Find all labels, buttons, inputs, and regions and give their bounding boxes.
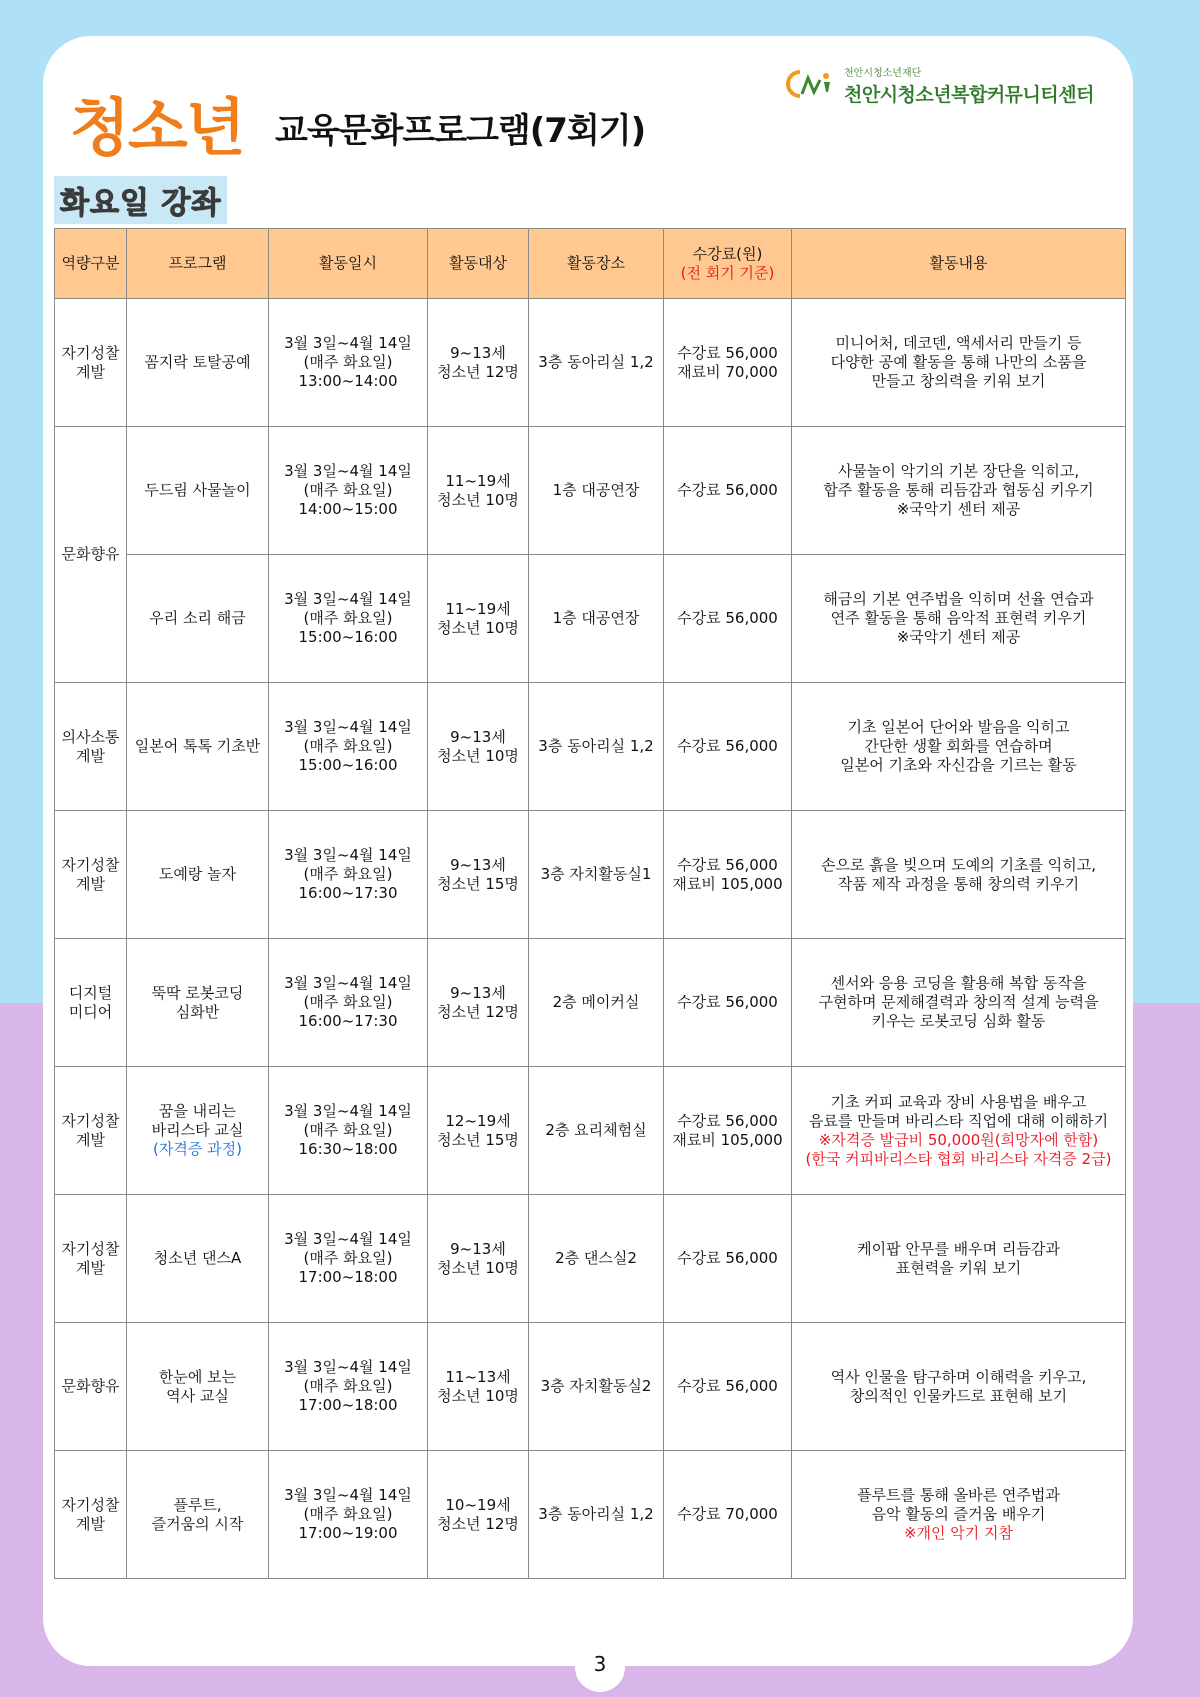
fee-cell bbox=[664, 555, 792, 683]
place-cell-line: 3층 자치활동실1 bbox=[540, 865, 652, 883]
fee-cell-line: 수강료 56,000 bbox=[677, 1111, 778, 1130]
program-cell-line: 꿈을 내리는 bbox=[158, 1102, 237, 1120]
content-cell-line: 음악 활동의 즐거움 배우기 bbox=[871, 1505, 1046, 1523]
program-cell bbox=[127, 1451, 269, 1579]
place-cell bbox=[529, 683, 664, 811]
place-cell bbox=[529, 555, 664, 683]
content-cell-line: ※국악기 센터 제공 bbox=[896, 628, 1021, 646]
target-cell-line: 청소년 12명 bbox=[437, 1002, 519, 1021]
title-main: 청소년 bbox=[70, 91, 244, 164]
content-cell bbox=[792, 1451, 1126, 1579]
area-cell bbox=[55, 1451, 127, 1579]
target-cell-line: 9~13세 bbox=[450, 983, 506, 1002]
content-cell-line: 손으로 흙을 빚으며 도예의 기초를 익히고, bbox=[821, 855, 1096, 874]
program-cell-line: 도예랑 놀자 bbox=[158, 865, 237, 883]
content-cell-line: 연주 활동을 통해 음악적 표현력 키우기 bbox=[830, 609, 1087, 627]
target-cell-line: 청소년 15명 bbox=[437, 1130, 519, 1149]
fee-cell bbox=[664, 683, 792, 811]
datetime-cell bbox=[269, 1323, 428, 1451]
area-cell-line: 자기성찰 bbox=[61, 1239, 120, 1258]
table-row bbox=[55, 555, 1126, 683]
datetime-cell-line: 13:00~14:00 bbox=[298, 372, 398, 390]
target-cell-line: 9~13세 bbox=[450, 727, 506, 746]
content-cell-line: 역사 인물을 탐구하며 이해력을 키우고, bbox=[830, 1367, 1087, 1386]
table-row bbox=[55, 1323, 1126, 1451]
area-cell bbox=[55, 299, 127, 427]
datetime-cell-line: 3월 3일~4월 14일 bbox=[284, 1230, 412, 1248]
program-cell bbox=[127, 683, 269, 811]
program-cell-line: 일본어 톡톡 기초반 bbox=[134, 737, 261, 755]
datetime-cell-line: 3월 3일~4월 14일 bbox=[284, 334, 412, 352]
target-cell-line: 청소년 15명 bbox=[437, 874, 519, 893]
datetime-cell-line: 3월 3일~4월 14일 bbox=[284, 1102, 412, 1120]
content-cell bbox=[792, 1195, 1126, 1323]
datetime-cell-line: 16:30~18:00 bbox=[298, 1140, 398, 1158]
place-cell-line: 2층 요리체험실 bbox=[545, 1121, 647, 1139]
fee-cell bbox=[664, 811, 792, 939]
target-cell-line: 12~19세 bbox=[445, 1111, 511, 1130]
area-cell-line: 계발 bbox=[76, 1514, 105, 1533]
datetime-cell-line: 15:00~16:00 bbox=[298, 756, 398, 774]
place-cell-line: 1층 대공연장 bbox=[552, 609, 640, 627]
content-cell-line: 일본어 기초와 자신감을 기르는 활동 bbox=[840, 756, 1077, 774]
header-fee-note: (전 회기 기준) bbox=[680, 263, 775, 282]
program-cell bbox=[127, 939, 269, 1067]
program-note: (자격증 과정) bbox=[153, 1140, 242, 1158]
place-cell bbox=[529, 811, 664, 939]
header-fee bbox=[664, 229, 792, 299]
fee-cell-line: 수강료 56,000 bbox=[677, 737, 778, 755]
target-cell bbox=[428, 811, 529, 939]
datetime-cell-line: (매주 화요일) bbox=[303, 737, 393, 755]
place-cell-line: 3층 동아리실 1,2 bbox=[538, 737, 654, 755]
program-cell-line: 두드림 사물놀이 bbox=[144, 481, 251, 499]
target-cell-line: 9~13세 bbox=[450, 855, 506, 874]
fee-cell bbox=[664, 939, 792, 1067]
program-cell bbox=[127, 811, 269, 939]
content-cell bbox=[792, 1323, 1126, 1451]
place-cell-line: 3층 동아리실 1,2 bbox=[538, 353, 654, 371]
program-cell-line: 한눈에 보는 bbox=[158, 1367, 237, 1386]
program-cell-line: 우리 소리 해금 bbox=[149, 609, 246, 627]
area-cell-line: 계발 bbox=[76, 1258, 105, 1277]
datetime-cell-line: (매주 화요일) bbox=[303, 1377, 393, 1395]
header-fee-label: 수강료(원) bbox=[692, 244, 763, 263]
table-row bbox=[55, 939, 1126, 1067]
program-cell-line: 뚝딱 로봇코딩 bbox=[151, 983, 244, 1002]
header-program: 프로그램 bbox=[127, 229, 269, 299]
target-cell bbox=[428, 1195, 529, 1323]
datetime-cell bbox=[269, 811, 428, 939]
area-cell-line: 자기성찰 bbox=[61, 1495, 120, 1514]
datetime-cell-line: (매주 화요일) bbox=[303, 1249, 393, 1267]
table-row bbox=[55, 1451, 1126, 1579]
content-cell-line: 센서와 응용 코딩을 활용해 복합 동작을 bbox=[830, 974, 1087, 992]
header-place: 활동장소 bbox=[529, 229, 664, 299]
content-cell bbox=[792, 811, 1126, 939]
header-target: 활동대상 bbox=[428, 229, 529, 299]
target-cell bbox=[428, 299, 529, 427]
place-cell bbox=[529, 427, 664, 555]
content-cell-line: 플루트를 통해 올바른 연주법과 bbox=[857, 1486, 1060, 1504]
fee-cell-line: 재료비 70,000 bbox=[677, 362, 778, 381]
content-cell-line: 표현력을 키워 보기 bbox=[895, 1258, 1022, 1277]
area-cell bbox=[55, 811, 127, 939]
logo-foundation-text: 천안시청소년재단 bbox=[844, 68, 922, 79]
fee-cell-line: 수강료 56,000 bbox=[677, 343, 778, 362]
datetime-cell-line: 3월 3일~4월 14일 bbox=[284, 1486, 412, 1504]
place-cell bbox=[529, 939, 664, 1067]
fee-cell-line: 수강료 70,000 bbox=[677, 1505, 778, 1523]
target-cell-line: 청소년 12명 bbox=[437, 1514, 519, 1533]
fee-cell-line: 수강료 56,000 bbox=[677, 481, 778, 499]
area-cell bbox=[55, 1323, 127, 1451]
content-cell bbox=[792, 299, 1126, 427]
place-cell bbox=[529, 1451, 664, 1579]
datetime-cell-line: (매주 화요일) bbox=[303, 609, 393, 627]
fee-cell bbox=[664, 1323, 792, 1451]
target-cell-line: 9~13세 bbox=[450, 1239, 506, 1258]
content-cell-line: 해금의 기본 연주법을 익히며 선율 연습과 bbox=[823, 590, 1094, 608]
datetime-cell-line: (매주 화요일) bbox=[303, 481, 393, 499]
datetime-cell-line: 17:00~18:00 bbox=[298, 1268, 398, 1286]
program-cell-line: 심화반 bbox=[175, 1002, 220, 1021]
logo-mark-icon bbox=[786, 68, 838, 100]
header-area: 역량구분 bbox=[55, 229, 127, 299]
datetime-cell-line: (매주 화요일) bbox=[303, 353, 393, 371]
fee-cell bbox=[664, 299, 792, 427]
content-cell-line: 만들고 창의력을 키워 보기 bbox=[871, 372, 1046, 390]
fee-cell-line: 수강료 56,000 bbox=[677, 1377, 778, 1395]
program-cell-line: 꼼지락 토탈공예 bbox=[144, 353, 251, 371]
area-cell bbox=[55, 1067, 127, 1195]
program-cell bbox=[127, 1067, 269, 1195]
area-cell-line: 계발 bbox=[76, 874, 105, 893]
place-cell-line: 3층 동아리실 1,2 bbox=[538, 1505, 654, 1523]
header-content: 활동내용 bbox=[792, 229, 1126, 299]
area-cell-line: 계발 bbox=[76, 746, 105, 765]
fee-cell bbox=[664, 1067, 792, 1195]
content-note: ※개인 악기 지참 bbox=[903, 1524, 1014, 1542]
area-cell-line: 의사소통 bbox=[61, 727, 120, 746]
place-cell bbox=[529, 1067, 664, 1195]
datetime-cell-line: (매주 화요일) bbox=[303, 1505, 393, 1523]
content-cell-line: 기초 일본어 단어와 발음을 익히고 bbox=[847, 718, 1070, 736]
target-cell-line: 청소년 10명 bbox=[437, 618, 519, 637]
datetime-cell-line: (매주 화요일) bbox=[303, 993, 393, 1011]
datetime-cell bbox=[269, 1067, 428, 1195]
datetime-cell-line: (매주 화요일) bbox=[303, 865, 393, 883]
content-cell bbox=[792, 1067, 1126, 1195]
target-cell bbox=[428, 939, 529, 1067]
area-cell bbox=[55, 939, 127, 1067]
content-cell-line: 다양한 공예 활동을 통해 나만의 소품을 bbox=[830, 353, 1087, 371]
fee-cell-line: 수강료 56,000 bbox=[677, 855, 778, 874]
datetime-cell-line: 14:00~15:00 bbox=[298, 500, 398, 518]
area-cell-line: 자기성찰 bbox=[61, 855, 120, 874]
content-note: ※자격증 발급비 50,000원(희망자에 한함) bbox=[818, 1130, 1099, 1149]
program-cell-line: 청소년 댄스A bbox=[153, 1249, 242, 1267]
area-cell-line: 문화향유 bbox=[61, 545, 120, 563]
datetime-cell bbox=[269, 427, 428, 555]
target-cell bbox=[428, 1323, 529, 1451]
place-cell bbox=[529, 1323, 664, 1451]
area-cell-line: 문화향유 bbox=[61, 1377, 120, 1395]
day-label: 화요일 강좌 bbox=[54, 176, 227, 224]
content-cell-line: 사물놀이 악기의 기본 장단을 익히고, bbox=[837, 462, 1080, 480]
area-cell bbox=[55, 427, 127, 683]
datetime-cell-line: (매주 화요일) bbox=[303, 1121, 393, 1139]
table-row bbox=[55, 299, 1126, 427]
program-table bbox=[54, 228, 1126, 1579]
target-cell bbox=[428, 683, 529, 811]
target-cell-line: 10~19세 bbox=[445, 1495, 511, 1514]
target-cell-line: 11~19세 bbox=[445, 471, 511, 490]
content-note: (한국 커피바리스타 협회 바리스타 자격증 2급) bbox=[805, 1149, 1112, 1168]
area-cell-line: 계발 bbox=[76, 1130, 105, 1149]
datetime-cell-line: 3월 3일~4월 14일 bbox=[284, 590, 412, 608]
fee-cell bbox=[664, 1451, 792, 1579]
fee-cell-line: 수강료 56,000 bbox=[677, 993, 778, 1011]
content-cell-line: 케이팝 안무를 배우며 리듬감과 bbox=[857, 1239, 1060, 1258]
place-cell bbox=[529, 299, 664, 427]
center-logo bbox=[786, 62, 1116, 106]
target-cell-line: 11~13세 bbox=[445, 1367, 511, 1386]
table-body bbox=[55, 299, 1126, 1579]
datetime-cell-line: 3월 3일~4월 14일 bbox=[284, 462, 412, 480]
target-cell bbox=[428, 427, 529, 555]
datetime-cell bbox=[269, 1451, 428, 1579]
page-number: 3 bbox=[575, 1642, 625, 1692]
table-row bbox=[55, 1067, 1126, 1195]
datetime-cell-line: 3월 3일~4월 14일 bbox=[284, 1358, 412, 1376]
area-cell-line: 디지털 bbox=[68, 983, 113, 1002]
area-cell-line: 미디어 bbox=[68, 1002, 113, 1021]
datetime-cell bbox=[269, 683, 428, 811]
area-cell-line: 자기성찰 bbox=[61, 343, 120, 362]
content-cell-line: 합주 활동을 통해 리듬감과 협동심 키우기 bbox=[823, 481, 1094, 499]
table-header-row bbox=[55, 229, 1126, 299]
datetime-cell-line: 15:00~16:00 bbox=[298, 628, 398, 646]
content-cell-line: 키우는 로봇코딩 심화 활동 bbox=[871, 1012, 1046, 1030]
fee-cell-line: 재료비 105,000 bbox=[672, 1130, 783, 1149]
datetime-cell bbox=[269, 939, 428, 1067]
target-cell-line: 청소년 10명 bbox=[437, 1386, 519, 1405]
datetime-cell-line: 17:00~19:00 bbox=[298, 1524, 398, 1542]
program-cell bbox=[127, 427, 269, 555]
program-cell bbox=[127, 299, 269, 427]
table-row bbox=[55, 811, 1126, 939]
program-cell bbox=[127, 1195, 269, 1323]
area-cell-line: 계발 bbox=[76, 362, 105, 381]
program-cell bbox=[127, 555, 269, 683]
datetime-cell-line: 3월 3일~4월 14일 bbox=[284, 718, 412, 736]
fee-cell bbox=[664, 1195, 792, 1323]
target-cell-line: 11~19세 bbox=[445, 599, 511, 618]
target-cell bbox=[428, 1451, 529, 1579]
content-cell bbox=[792, 427, 1126, 555]
content-cell bbox=[792, 555, 1126, 683]
target-cell bbox=[428, 555, 529, 683]
content-cell-line: 창의적인 인물카드로 표현해 보기 bbox=[849, 1386, 1068, 1405]
fee-cell bbox=[664, 427, 792, 555]
place-cell-line: 2층 댄스실2 bbox=[555, 1249, 637, 1267]
content-cell-line: 간단한 생활 회화를 연습하며 bbox=[864, 737, 1053, 755]
content-cell-line: 기초 커피 교육과 장비 사용법을 배우고 bbox=[830, 1092, 1087, 1111]
program-cell-line: 플루트, bbox=[173, 1495, 222, 1514]
content-cell bbox=[792, 939, 1126, 1067]
content-cell-line: 음료를 만들며 바리스타 직업에 대해 이해하기 bbox=[808, 1111, 1109, 1130]
place-cell-line: 2층 메이커실 bbox=[552, 993, 640, 1011]
datetime-cell-line: 3월 3일~4월 14일 bbox=[284, 846, 412, 864]
table-row bbox=[55, 427, 1126, 555]
area-cell bbox=[55, 1195, 127, 1323]
fee-cell-line: 수강료 56,000 bbox=[677, 609, 778, 627]
datetime-cell-line: 17:00~18:00 bbox=[298, 1396, 398, 1414]
program-cell-line: 바리스타 교실 bbox=[151, 1121, 244, 1139]
content-cell bbox=[792, 683, 1126, 811]
place-cell bbox=[529, 1195, 664, 1323]
datetime-cell bbox=[269, 555, 428, 683]
place-cell-line: 3층 자치활동실2 bbox=[540, 1377, 652, 1395]
target-cell bbox=[428, 1067, 529, 1195]
program-cell bbox=[127, 1323, 269, 1451]
target-cell-line: 9~13세 bbox=[450, 343, 506, 362]
datetime-cell-line: 16:00~17:30 bbox=[298, 1012, 398, 1030]
content-cell-line: ※국악기 센터 제공 bbox=[896, 500, 1021, 518]
datetime-cell bbox=[269, 1195, 428, 1323]
content-cell-line: 작품 제작 과정을 통해 창의력 키우기 bbox=[837, 874, 1080, 893]
program-cell-line: 즐거움의 시작 bbox=[151, 1514, 244, 1533]
area-cell bbox=[55, 683, 127, 811]
table-row bbox=[55, 1195, 1126, 1323]
area-cell-line: 자기성찰 bbox=[61, 1111, 120, 1130]
content-cell-line: 미니어처, 데코덴, 액세서리 만들기 등 bbox=[835, 334, 1082, 352]
target-cell-line: 청소년 10명 bbox=[437, 746, 519, 765]
datetime-cell-line: 16:00~17:30 bbox=[298, 884, 398, 902]
table-row bbox=[55, 683, 1126, 811]
title-sub: 교육문화프로그램(7회기) bbox=[275, 111, 646, 151]
program-cell-line: 역사 교실 bbox=[166, 1386, 229, 1405]
target-cell-line: 청소년 10명 bbox=[437, 1258, 519, 1277]
target-cell-line: 청소년 10명 bbox=[437, 490, 519, 509]
datetime-cell-line: 3월 3일~4월 14일 bbox=[284, 974, 412, 992]
fee-cell-line: 수강료 56,000 bbox=[677, 1249, 778, 1267]
target-cell-line: 청소년 12명 bbox=[437, 362, 519, 381]
content-cell-line: 구현하며 문제해결력과 창의적 설계 능력을 bbox=[818, 993, 1099, 1011]
fee-cell-line: 재료비 105,000 bbox=[672, 874, 783, 893]
place-cell-line: 1층 대공연장 bbox=[552, 481, 640, 499]
logo-center-name: 천안시청소년복합커뮤니티센터 bbox=[844, 84, 1094, 106]
header-datetime: 활동일시 bbox=[269, 229, 428, 299]
datetime-cell bbox=[269, 299, 428, 427]
